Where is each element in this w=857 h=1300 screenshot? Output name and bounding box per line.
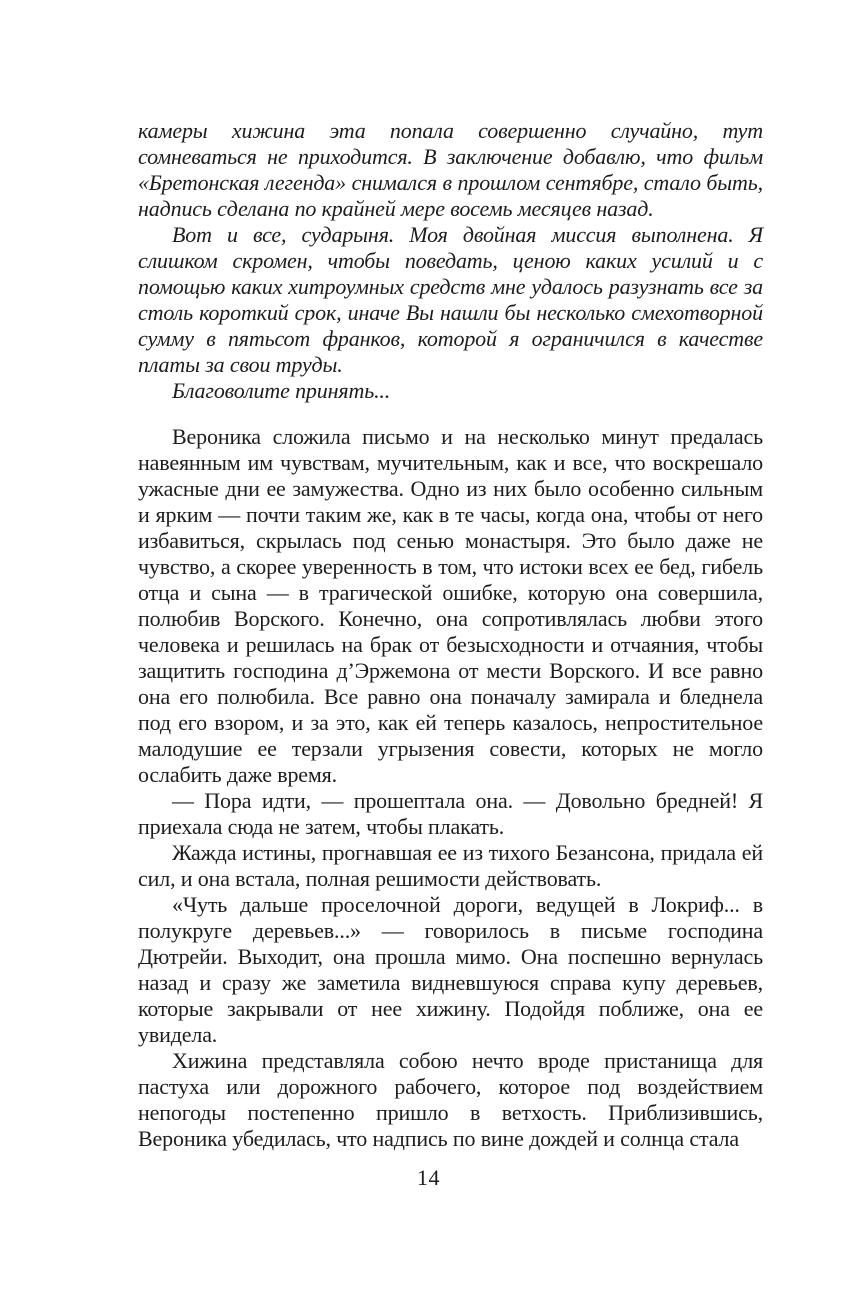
main-text <box>138 424 763 1152</box>
letter-excerpt <box>138 118 763 404</box>
letter-closing: Благоволите принять... <box>172 378 391 403</box>
text-paragraph: — Пора идти, — прошептала она. — Довольно бредней! Я приехала сюда не затем, чтобы плакать. <box>138 788 763 839</box>
text-paragraph: Вероника сложила письмо и на несколько минут предалась навеянным им чувствам, мучительным, как и все, что воскрешало ужасные дни ее замужества. Одно из них было особенно сильным и ярким — почти таким же, как в те часы, когда она, чтобы от него избавиться, скрылась под сенью монастыря. Это было даже не чувство, а скорее уверенность в том, что истоки всех ее бед, гибель отца и сына — в трагической ошибке, которую она совершила, полюбив Ворского. Конечно, она сопротивлялась любви этого человека и решилась на брак от безысходности и отчаяния, чтобы защитить господина д’Эржемона от мести Ворского. И все равно она его полюбила. Все равно она поначалу замирала и бледнела под его взором, и за это, как ей теперь казалось, непростительное малодушие ее терзали угрызения совести, которых не могло ослабить даже время. <box>138 424 763 787</box>
text-paragraph: Жажда истины, прогнавшая ее из тихого Безансона, придала ей сил, и она встала, полная решимости действовать. <box>138 840 763 891</box>
letter-paragraph: камеры хижина эта попала совершенно случайно, тут сомневаться не приходится. В заключение добавлю, что фильм «Бретонская легенда» снимался в прошлом сентябре, стало быть, надпись сделана по крайней мере восемь месяцев назад. <box>138 118 763 221</box>
text-paragraph: «Чуть дальше проселочной дороги, ведущей в Локриф... в полукруге деревьев...» — говорилось в письме господина Дютрейи. Выходит, она прошла мимо. Она поспешно вернулась назад и сразу же заметила видневшуюся справа купу деревьев, которые закрывали от нее хижину. Подойдя поближе, она ее увидела. <box>138 892 763 1047</box>
letter-paragraph: Вот и все, сударыня. Моя двойная миссия выполнена. Я слишком скромен, чтобы поведать, ценою каких усилий и с помощью каких хитроумных средств мне удалось разузнать все за столь короткий срок, иначе Вы нашли бы несколько смехотворной сумму в пятьсот франков, которой я ограничился в качестве платы за свои труды. <box>138 222 763 377</box>
text-paragraph: Хижина представляла собою нечто вроде пристанища для пастуха или дорожного рабочего, которое под воздействием непогоды постепенно пришло в ветхость. Приблизившись, Вероника убедилась, что надпись по вине дождей и солнца стала <box>138 1048 763 1151</box>
page-number: 14 <box>417 1165 440 1190</box>
